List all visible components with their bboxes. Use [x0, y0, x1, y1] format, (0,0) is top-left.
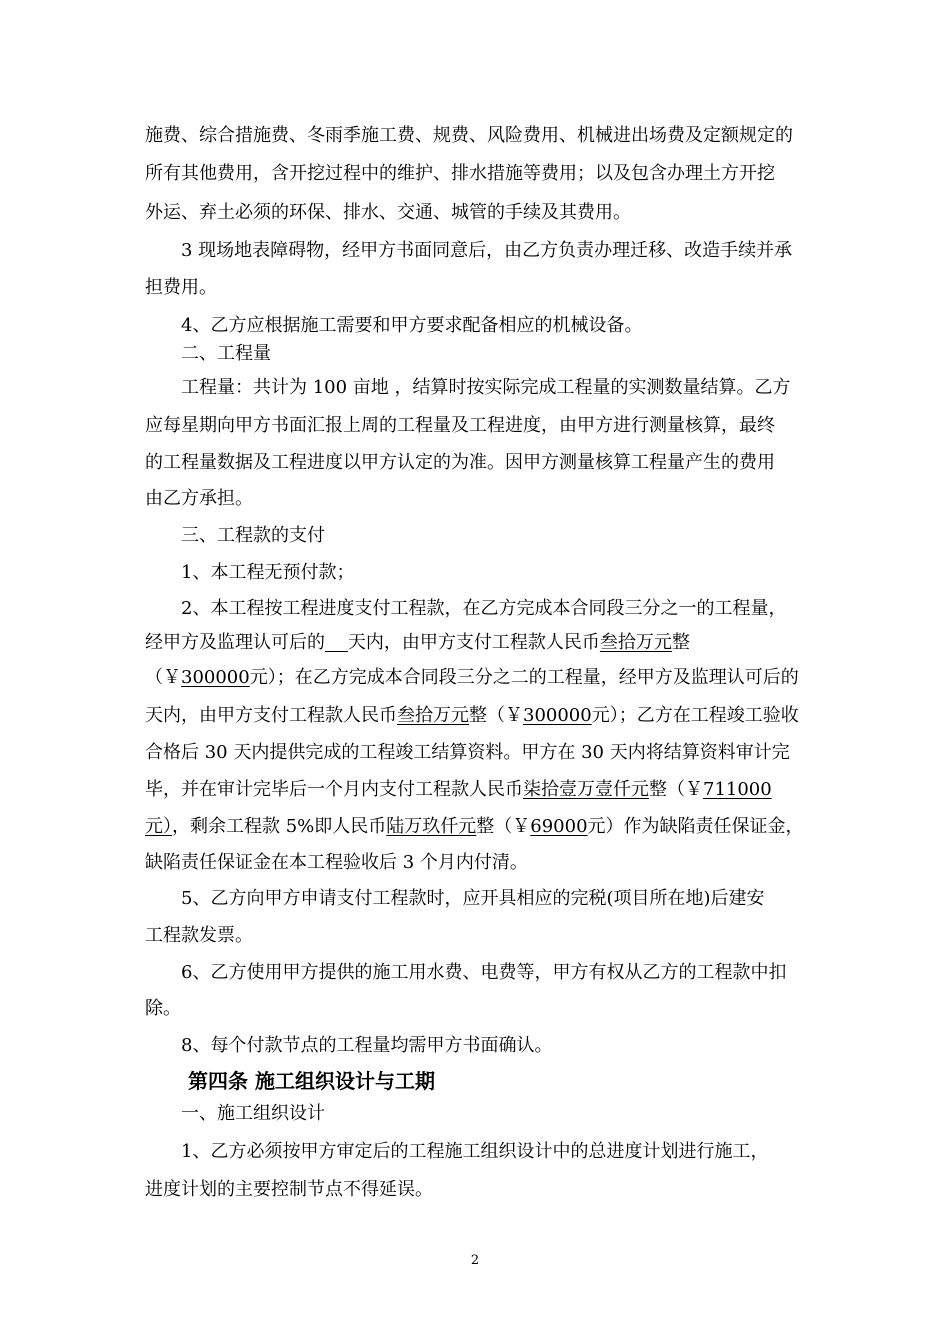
- paragraph-line: 合格后 30 天内提供完成的工程竣工结算资料。甲方在 30 天内将结算资料审计完: [145, 742, 790, 763]
- amount: 陆万玖仟元: [386, 816, 477, 837]
- paragraph-line: 所有其他费用，含开挖过程中的维护、排水措施等费用；以及包含办理土方开挖: [145, 163, 775, 184]
- amount: 711000: [703, 779, 772, 800]
- paragraph-line: 2、本工程按工程进度支付工程款，在乙方完成本合同段三分之一的工程量，: [181, 598, 787, 619]
- paragraph-line: 天内，由甲方支付工程款人民币叁拾万元整（￥300000元）；乙方在工程竣工验收: [145, 705, 799, 726]
- paragraph-line: 担费用。: [145, 277, 217, 298]
- paragraph-line: 除。: [145, 998, 181, 1019]
- paragraph-line: 毕，并在审计完毕后一个月内支付工程款人民币柒拾壹万壹仟元整（￥711000: [145, 779, 772, 800]
- paragraph-line: 工程量：共计为 100 亩地 ，结算时按实际完成工程量的实测数量结算。乙方: [181, 377, 791, 398]
- paragraph-line: 4、乙方应根据施工需要和甲方要求配备相应的机械设备。: [181, 315, 643, 336]
- paragraph-line: 8、每个付款节点的工程量均需甲方书面确认。: [181, 1035, 553, 1056]
- amount: 叁拾万元: [599, 632, 672, 653]
- paragraph-line: 应每星期向甲方书面汇报上周的工程量及工程进度，由甲方进行测量核算，最终: [145, 415, 775, 436]
- paragraph-line: 工程款发票。: [145, 925, 253, 946]
- amount: 柒拾壹万壹仟元: [523, 779, 649, 800]
- paragraph-line: 3 现场地表障碍物，经甲方书面同意后，由乙方负责办理迁移、改造手续并承: [181, 240, 793, 261]
- paragraph-line: 5、乙方向甲方申请支付工程款时，应开具相应的完税(项目所在地)后建安: [181, 888, 765, 909]
- page-number: 2: [470, 1253, 480, 1268]
- paragraph-line: 施费、综合措施费、冬雨季施工费、规费、风险费用、机械进出场费及定额规定的: [145, 125, 793, 146]
- paragraph-line: 元），剩余工程款 5%即人民币陆万玖仟元整（￥69000元）作为缺陷责任保证金，: [145, 816, 804, 837]
- paragraph-line: 1、本工程无预付款；: [181, 562, 355, 583]
- paragraph-line: 外运、弃土必须的环保、排水、交通、城管的手续及其费用。: [145, 202, 631, 223]
- paragraph-line: 的工程量数据及工程进度以甲方认定的为准。因甲方测量核算工程量产生的费用: [145, 452, 775, 473]
- paragraph-line: 由乙方承担。: [145, 488, 253, 509]
- paragraph-line: 缺陷责任保证金在本工程验收后 3 个月内付清。: [145, 852, 528, 873]
- amount: 300000: [181, 667, 250, 688]
- section-heading: 三、工程款的支付: [181, 525, 325, 546]
- paragraph-line: 经甲方及监理认可后的 天内，由甲方支付工程款人民币叁拾万元整: [145, 632, 690, 653]
- paragraph-line: 1、乙方必须按甲方审定后的工程施工组织设计中的总进度计划进行施工，: [181, 1141, 769, 1162]
- blank-underline: [325, 632, 348, 653]
- section-heading: 二、工程量: [181, 343, 271, 364]
- article-heading: 第四条 施工组织设计与工期: [188, 1069, 435, 1093]
- paragraph-line: 进度计划的主要控制节点不得延误。: [145, 1179, 433, 1200]
- amount: 300000: [523, 705, 592, 726]
- paragraph-line: （￥300000元）；在乙方完成本合同段三分之二的工程量，经甲方及监理认可后的: [145, 667, 799, 688]
- paragraph-line: 6、乙方使用甲方提供的施工用水费、电费等，甲方有权从乙方的工程款中扣: [181, 962, 787, 983]
- amount: 69000: [530, 816, 588, 837]
- amount: 叁拾万元: [397, 705, 469, 726]
- section-heading: 一、施工组织设计: [181, 1103, 325, 1124]
